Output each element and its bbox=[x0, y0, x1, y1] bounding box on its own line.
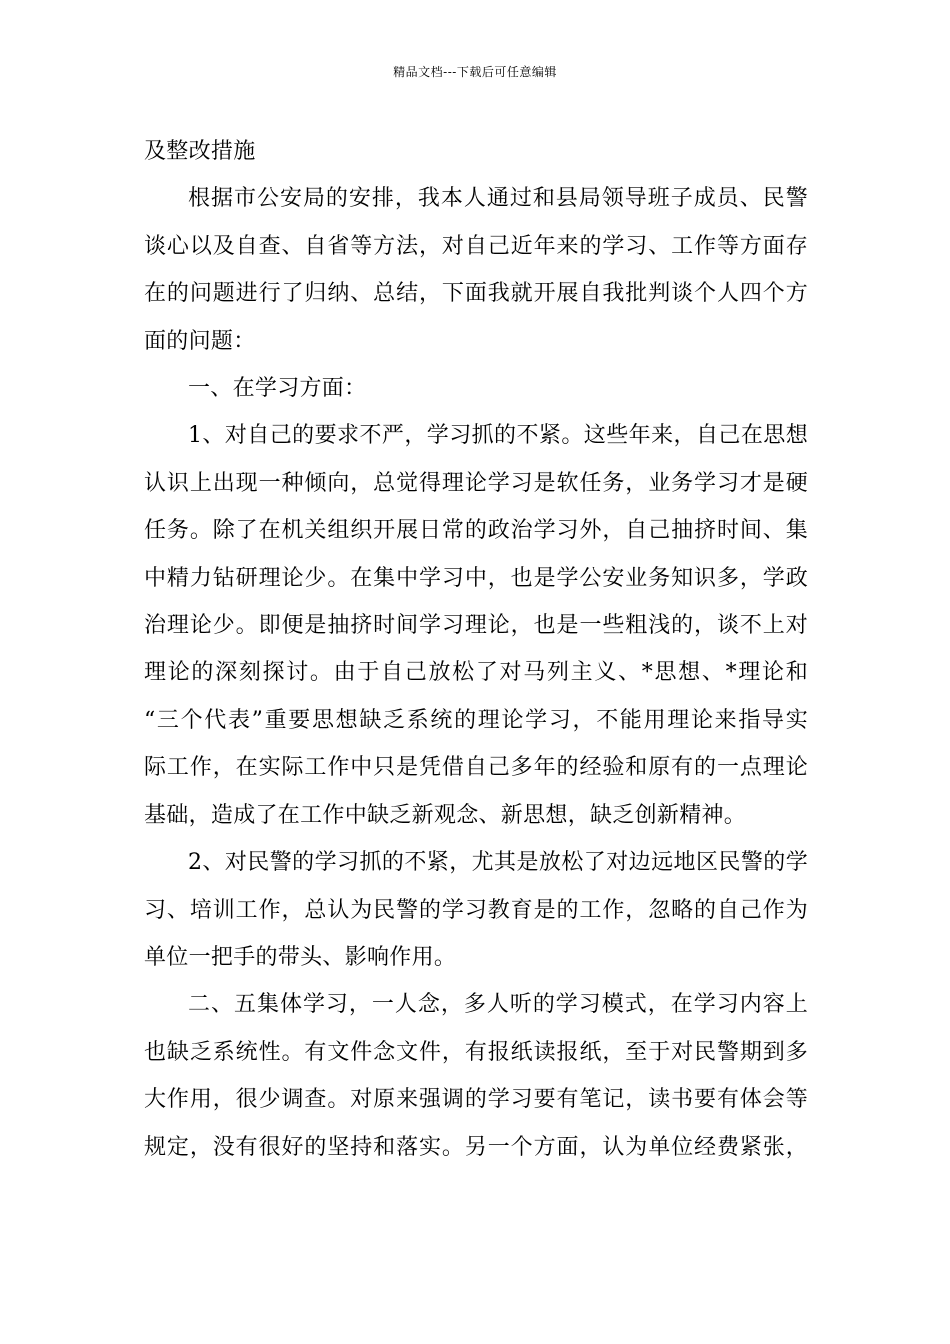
document-body bbox=[144, 128, 808, 1171]
section-heading-study bbox=[144, 365, 808, 412]
text-line: 1、对自己的要求不严，学习抓的不紧。这些年来，自己在思想 bbox=[188, 423, 808, 449]
text-line: 面的问题： bbox=[144, 328, 256, 354]
paragraph-section-two bbox=[144, 981, 808, 1171]
text-line: 理论的深刻探讨。由于自己放松了对马列主义、*思想、*理论和 bbox=[144, 660, 808, 686]
text-line: 2、对民警的学习抓的不紧，尤其是放松了对边远地区民警的学 bbox=[188, 850, 808, 876]
text-line: 大作用，很少调查。对原来强调的学习要有笔记，读书要有体会等 bbox=[144, 1087, 808, 1113]
paragraph-title bbox=[144, 128, 808, 175]
text-line: 也缺乏系统性。有文件念文件，有报纸读报纸，至于对民警期到多 bbox=[144, 1039, 808, 1065]
text-line: “三个代表”重要思想缺乏系统的理论学习，不能用理论来指导实 bbox=[144, 707, 808, 733]
text-line: 在的问题进行了归纳、总结，下面我就开展自我批判谈个人四个方 bbox=[144, 281, 808, 307]
text-line: 谈心以及自查、自省等方法，对自己近年来的学习、工作等方面存 bbox=[144, 233, 808, 259]
paragraph-intro bbox=[144, 175, 808, 365]
paragraph-item-2 bbox=[144, 839, 808, 981]
text-line: 单位一把手的带头、影响作用。 bbox=[144, 944, 457, 970]
text-line: 规定，没有很好的坚持和落实。另一个方面，认为单位经费紧张， bbox=[144, 1134, 808, 1160]
text-line: 任务。除了在机关组织开展日常的政治学习外，自己抽挤时间、集 bbox=[144, 518, 808, 544]
text-line: 中精力钻研理论少。在集中学习中，也是学公安业务知识多，学政 bbox=[144, 565, 808, 591]
text-line: 治理论少。即便是抽挤时间学习理论，也是一些粗浅的，谈不上对 bbox=[144, 613, 808, 639]
text-line: 根据市公安局的安排，我本人通过和县局领导班子成员、民警 bbox=[188, 186, 808, 212]
text-line: 基础，造成了在工作中缺乏新观念、新思想，缺乏创新精神。 bbox=[144, 802, 747, 828]
text-line: 认识上出现一种倾向，总觉得理论学习是软任务，业务学习才是硬 bbox=[144, 470, 808, 496]
page-header: 精品文档---下载后可任意编辑 bbox=[393, 65, 557, 79]
paragraph-item-1 bbox=[144, 412, 808, 839]
text-line: 二、五集体学习，一人念，多人听的学习模式，在学习内容上 bbox=[188, 992, 808, 1018]
text-line: 际工作，在实际工作中只是凭借自己多年的经验和原有的一点理论 bbox=[144, 755, 808, 781]
text-line: 及整改措施 bbox=[144, 139, 256, 164]
text-line: 习、培训工作，总认为民警的学习教育是的工作，忽略的自己作为 bbox=[144, 897, 808, 923]
text-line: 一、在学习方面： bbox=[188, 376, 367, 402]
